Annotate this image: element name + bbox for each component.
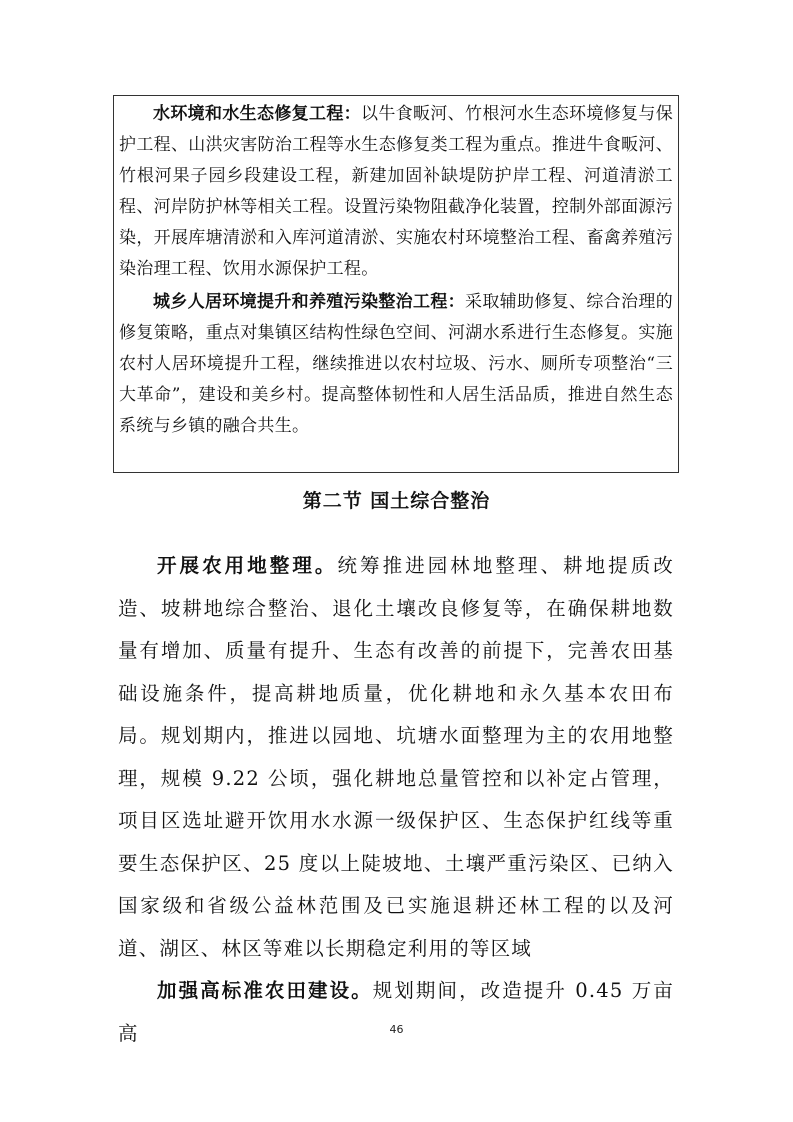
- box-paragraph-settlement: [119, 287, 673, 442]
- paragraph-text-farmland: 统筹推进园林地整理、耕地提质改造、坡耕地综合整治、退化土壤改良修复等，在确保耕地数量有增加、质量有提升、生态有改善的前提下，完善农田基础设施条件，提高耕地质量，优化耕地和永久基本农田布局。规划期内，推进以园地、坑塘水面整理为主的农用地整理，规模 9.22 公顷，强化耕地总量管控和以补定占管理，项目区选址避开饮用水水源一级保护区、生态保护红线等重要生态保护区、25 度以上陡坡地、土壤严重污染区、已纳入国家级和省级公益林范围及已实施退耕还林工程的以及河道、湖区、林区等难以长期稳定利用的等区域: [118, 554, 674, 960]
- body-text: [118, 545, 674, 1055]
- section-title: 第二节 国土综合整治: [302, 490, 491, 512]
- page-number: 46: [389, 1023, 404, 1036]
- box-text-water: 以牛食畈河、竹根河水生态环境修复与保护工程、山洪灾害防治工程等水生态修复类工程为重点。推进牛食畈河、竹根河果子园乡段建设工程，新建加固补缺堤防护岸工程、河道清淤工程、河岸防护林等相关工程。设置污染物阻截净化装置，控制外部面源污染，开展库塘清淤和入库河道清淤、实施农村环境整治工程、畜禽养殖污染治理工程、饮用水源保护工程。: [119, 104, 673, 279]
- paragraph-farmland: [118, 545, 674, 970]
- box-heading-water: 水环境和水生态修复工程：: [153, 104, 362, 124]
- paragraph-high-standard: [118, 970, 674, 1055]
- box-heading-settlement: 城乡人居环境提升和养殖污染整治工程：: [153, 292, 466, 312]
- box-text-settlement: 采取辅助修复、综合治理的修复策略，重点对集镇区结构性绿色空间、河湖水系进行生态修复。实施农村人居环境提升工程，继续推进以农村垃圾、污水、厕所专项整治“三大革命”，建设和美乡村。提高整体韧性和人居生活品质，推进自然生态系统与乡镇的融合共生。: [119, 292, 673, 436]
- paragraph-heading-farmland: 开展农用地整理。: [157, 554, 338, 577]
- paragraph-heading-high-standard: 加强高标准农田建设。: [157, 979, 373, 1002]
- paragraph-text-high-standard: 规划期间，改造提升 0.45 万亩高: [118, 979, 674, 1045]
- project-box: [113, 95, 679, 473]
- box-paragraph-water: [119, 99, 673, 285]
